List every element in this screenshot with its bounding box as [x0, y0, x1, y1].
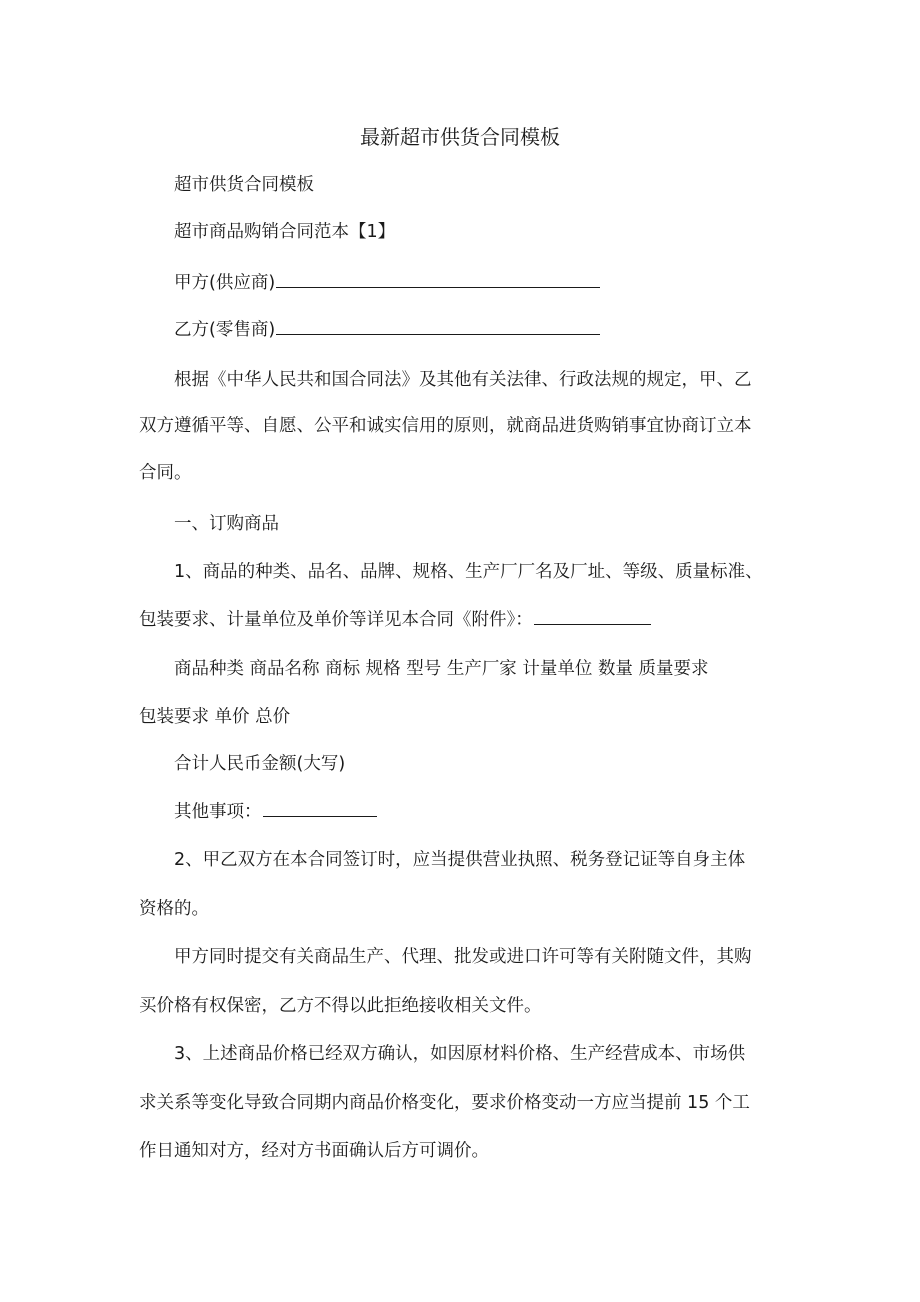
contract-heading: 超市商品购销合同范本【1】: [174, 222, 396, 242]
party-a-label: 甲方(供应商): [174, 273, 276, 293]
party-b-blank: [276, 312, 600, 335]
intro-line-3: 合同。: [139, 463, 192, 483]
clause2-line-2: 资格的。: [139, 899, 209, 919]
party-b-label: 乙方(零售商): [174, 320, 276, 340]
other-matters-label: 其他事项：: [174, 802, 262, 822]
document-title: 最新超市供货合同模板: [360, 125, 560, 149]
other-matters-blank: [263, 794, 377, 817]
party-a-blank: [276, 265, 600, 288]
section1-title: 一、订购商品: [174, 514, 279, 534]
party-a-note-line-2: 买价格有权保密，乙方不得以此拒绝接收相关文件。: [139, 996, 542, 1016]
clause2-line-1: 2、甲乙双方在本合同签订时，应当提供营业执照、税务登记证等自身主体: [174, 850, 746, 870]
subtitle: 超市供货合同模板: [174, 175, 314, 195]
total-amount-label: 合计人民币金额(大写): [174, 754, 346, 774]
attachment-blank: [534, 602, 651, 625]
party-b-line: [174, 307, 824, 353]
clause1-line-1: 1、商品的种类、品名、品牌、规格、生产厂厂名及厂址、等级、质量标准、: [174, 562, 763, 582]
intro-line-2: 双方遵循平等、自愿、公平和诚实信用的原则，就商品进货购销事宜协商订立本: [139, 416, 752, 436]
table-header-line-2: 包装要求 单价 总价: [139, 707, 291, 727]
party-a-line: [174, 260, 824, 306]
party-a-note-line-1: 甲方同时提交有关商品生产、代理、批发或进口许可等有关附随文件，其购: [174, 947, 752, 967]
clause3-line-3: 作日通知对方，经对方书面确认后方可调价。: [139, 1141, 489, 1161]
clause1-line-2: [139, 597, 789, 643]
table-header-line-1: 商品种类 商品名称 商标 规格 型号 生产厂家 计量单位 数量 质量要求: [174, 659, 709, 679]
clause3-line-2: 求关系等变化导致合同期内商品价格变化，要求价格变动一方应当提前 15 个工: [139, 1093, 750, 1113]
clause1-text: 包装要求、计量单位及单价等详见本合同《附件》：: [139, 610, 533, 630]
intro-line-1: 根据《中华人民共和国合同法》及其他有关法律、行政法规的规定，甲、乙: [174, 370, 752, 390]
other-matters-line: [174, 789, 824, 835]
clause3-line-1: 3、上述商品价格已经双方确认，如因原材料价格、生产经营成本、市场供: [174, 1044, 746, 1064]
